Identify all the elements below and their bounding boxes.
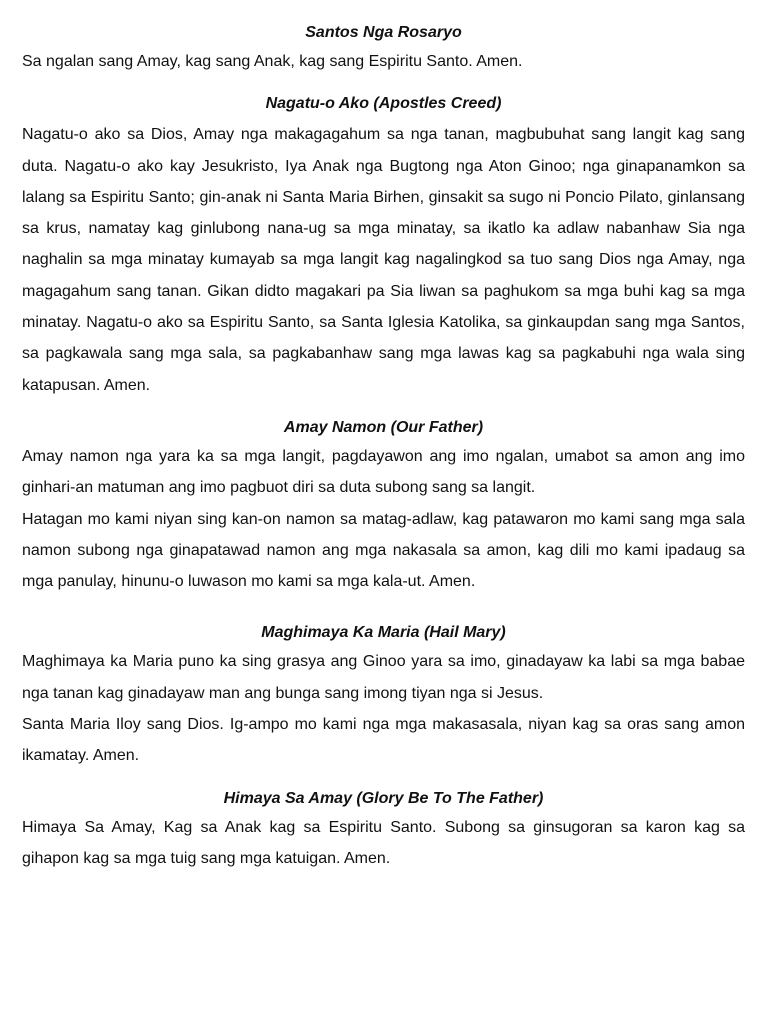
section-spacer — [22, 77, 745, 93]
section-paragraph: Amay namon nga yara ka sa mga langit, pagdayawon ang imo ngalan, umabot sa amon ang imo ginhari-an matuman ang imo pagbuot diri sa duta subong sang sa langit. — [22, 447, 745, 497]
section-spacer — [22, 401, 745, 417]
section-spacer — [22, 597, 745, 622]
section-paragraph: Nagatu-o ako sa Dios, Amay nga makagagahum sa nga tanan, magbubuhat sang langit kag sang duta. Nagatu-o ako kay Jesukristo, Iya Anak nga Bugtong nga Aton Ginoo; nga ginapanamkon sa lalang sa Espiritu Santo; gin-anak ni Santa Maria Birhen, ginsakit sa sugo ni Poncio Pilato, ginlansang sa krus, namatay kag ginlubong nana-ug sa mga minatay, sa ikatlo ka adlaw nabanhaw Sia nga naghalin sa mga minatay kumayab sa mga langit kag nagalingkod sa tuo sang Dios nga Amay, nga magagahum sang tanan. Gikan didto magakari pa Sia liwan sa paghukom sa mga buhi kag sa mga minatay. Nagatu-o ako sa Espiritu Santo, sa Santa Iglesia Katolika, sa ginkaupdan sang mga Santos, sa pagkawala sang mga sala, sa pagkabanhaw sang mga lawas kag sa pagkabuhi nga wala sing katapusan. Amen. — [22, 126, 745, 394]
section-glory-be — [22, 788, 745, 875]
section-hail-mary — [22, 622, 745, 771]
section-heading: Nagatu-o Ako (Apostles Creed) — [265, 95, 502, 113]
section-paragraph: Maghimaya ka Maria puno ka sing grasya ang Ginoo yara sa imo, ginadayaw ka labi sa mga babae nga tanan kag ginadayaw man ang bunga sang imong tiyan nga si Jesus. — [22, 653, 745, 702]
section-paragraph: Himaya Sa Amay, Kag sa Anak kag sa Espiritu Santo. Subong sa ginsugoran sa karon kag sa gihapon kag sa mga tuig sang mga katuigan. Amen. — [22, 818, 745, 867]
opening-line: Sa ngalan sang Amay, kag sang Anak, kag sang Espiritu Santo. Amen. — [22, 53, 523, 70]
section-paragraph: Hatagan mo kami niyan sing kan-on namon sa matag-adlaw, kag patawaron mo kami sang mga sala namon subong nga ginapatawad namon ang mga nakasala sa amon, kag dili mo kami ipadaug sa mga panulay, hinunu-o luwason mo kami sa mga kala-ut. Amen. — [22, 510, 745, 591]
section-our-father — [22, 417, 745, 597]
section-heading: Amay Namon (Our Father) — [283, 418, 484, 436]
section-heading: Maghimaya Ka Maria (Hail Mary) — [261, 624, 506, 642]
section-heading: Himaya Sa Amay (Glory Be To The Father) — [223, 789, 544, 807]
section-apostles-creed — [22, 93, 745, 401]
document-title: Santos Nga Rosaryo — [305, 24, 462, 41]
section-spacer — [22, 772, 745, 788]
section-paragraph: Santa Maria Iloy sang Dios. Ig-ampo mo kami nga mga makasasala, niyan kag sa oras sang amon ikamatay. Amen. — [22, 716, 745, 765]
